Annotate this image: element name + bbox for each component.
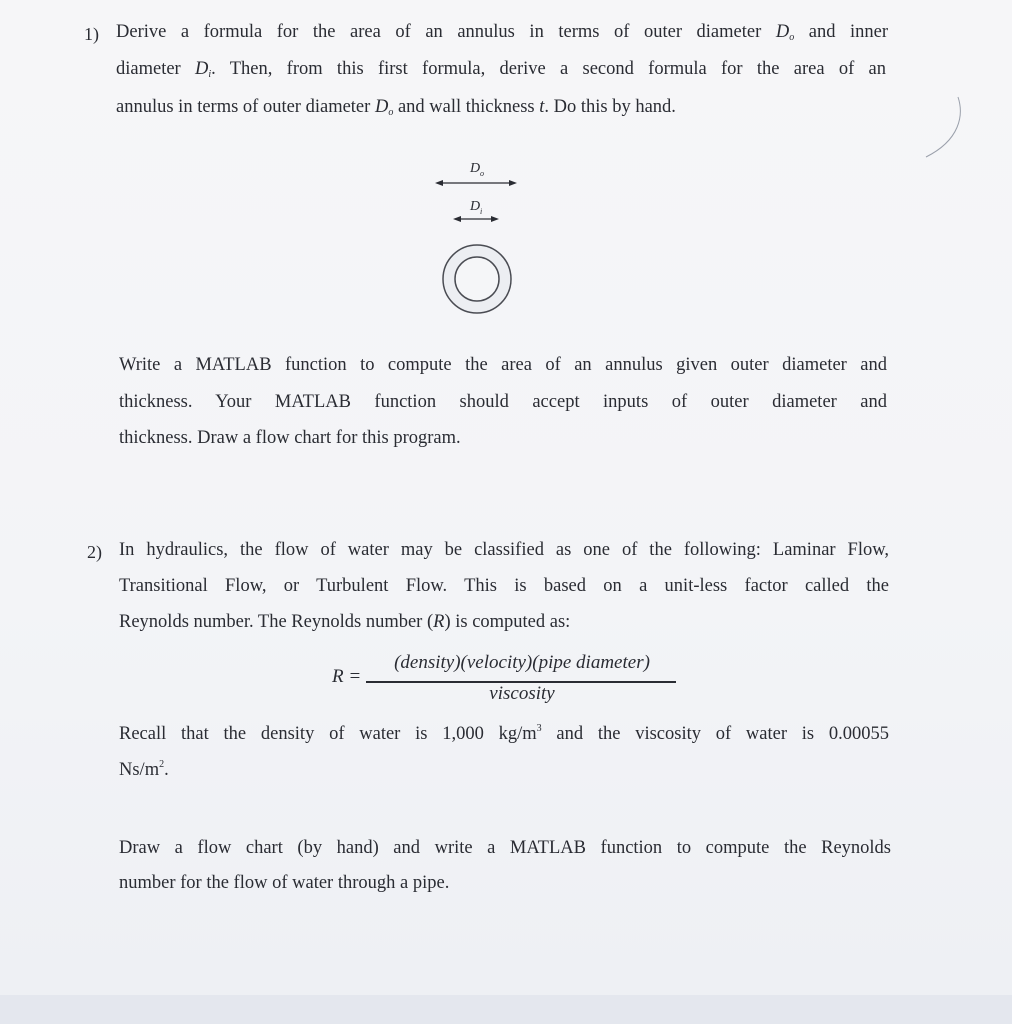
q2-line1: In hydraulics, the flow of water may be classified as one of the following: Laminar Flow,	[119, 540, 889, 560]
q2-line3-start: Reynolds number. The Reynolds number (	[119, 612, 434, 632]
formula-numerator: (density)(velocity)(pipe diameter)	[394, 652, 650, 673]
q2-recall-line2-start: Ns/m	[119, 760, 160, 780]
q1-line2-rest: . Then, from this first formula, derive a second formula for the area of an	[211, 59, 887, 79]
q1-line3-t: t	[539, 97, 545, 117]
q1-matlab-line3: thickness. Draw a flow chart for this program.	[119, 428, 461, 448]
margin-pen-mark	[920, 95, 970, 165]
q1-line1	[116, 22, 888, 43]
q2-recall-line2-sup: 2	[159, 759, 165, 770]
q1-line2	[116, 59, 886, 80]
q2-draw-line1: Draw a flow chart (by hand) and write a MATLAB function to compute the Reynolds	[119, 838, 891, 858]
q1-matlab-line2: thickness. Your MATLAB function should accept inputs of outer diameter and	[119, 392, 887, 412]
q2-recall-line2-end: .	[164, 760, 169, 780]
q2-draw-line2: number for the flow of water through a pipe.	[119, 873, 450, 893]
q2-recall-line1-start: Recall that the density of water is 1,000 kg/m	[119, 724, 537, 744]
q2-line3-symbol: R	[433, 612, 445, 632]
q1-number: 1)	[84, 24, 99, 44]
annulus-shape	[443, 245, 511, 313]
outer-diameter-label: D	[470, 161, 481, 176]
outer-diameter-subscript: o	[480, 169, 484, 178]
q2-recall-line1-end: and the viscosity of water is 0.00055	[556, 724, 889, 744]
q2-recall-line1	[119, 724, 889, 745]
q1-line3-start: annulus in terms of outer diameter	[116, 97, 371, 117]
q1-line3-symbol: D	[374, 97, 389, 117]
q1-line3-subscript: o	[388, 107, 394, 118]
formula-lhs: R =	[332, 666, 362, 687]
q1-line1-symbol: D	[775, 22, 790, 42]
q2-line2: Transitional Flow, or Turbulent Flow. This is based on a unit-less factor called the	[119, 576, 889, 596]
q1-line1-end: and inner	[808, 22, 889, 42]
q1-line1-subscript: o	[789, 32, 795, 43]
formula-denominator: viscosity	[489, 683, 555, 704]
inner-diameter-label: D	[470, 199, 481, 214]
inner-diameter-subscript: i	[480, 207, 483, 216]
q1-line3	[116, 97, 676, 118]
q2-recall-line1-sup: 3	[536, 723, 542, 734]
q1-line2-start: diameter	[116, 59, 181, 79]
q1-line3-mid: and wall thickness	[397, 97, 535, 117]
q2-line3-end: ) is computed as:	[444, 612, 571, 632]
q2-number: 2)	[87, 542, 102, 562]
q2-line3	[119, 612, 570, 633]
annulus-diagram	[425, 155, 535, 325]
q2-recall-line2	[119, 760, 169, 781]
outer-diameter-arrow	[435, 180, 517, 186]
bottom-strip	[0, 995, 1012, 1024]
q1-matlab-line1: Write a MATLAB function to compute the area of an annulus given outer diameter and	[119, 355, 887, 375]
inner-diameter-arrow	[453, 216, 499, 222]
q1-line3-end: . Do this by hand.	[544, 97, 676, 117]
q1-line2-symbol: D	[195, 59, 209, 79]
q1-line2-subscript: i	[208, 69, 212, 80]
q1-line1-text: Derive a formula for the area of an annulus in terms of outer diameter	[116, 22, 762, 42]
reynolds-formula	[332, 652, 678, 708]
